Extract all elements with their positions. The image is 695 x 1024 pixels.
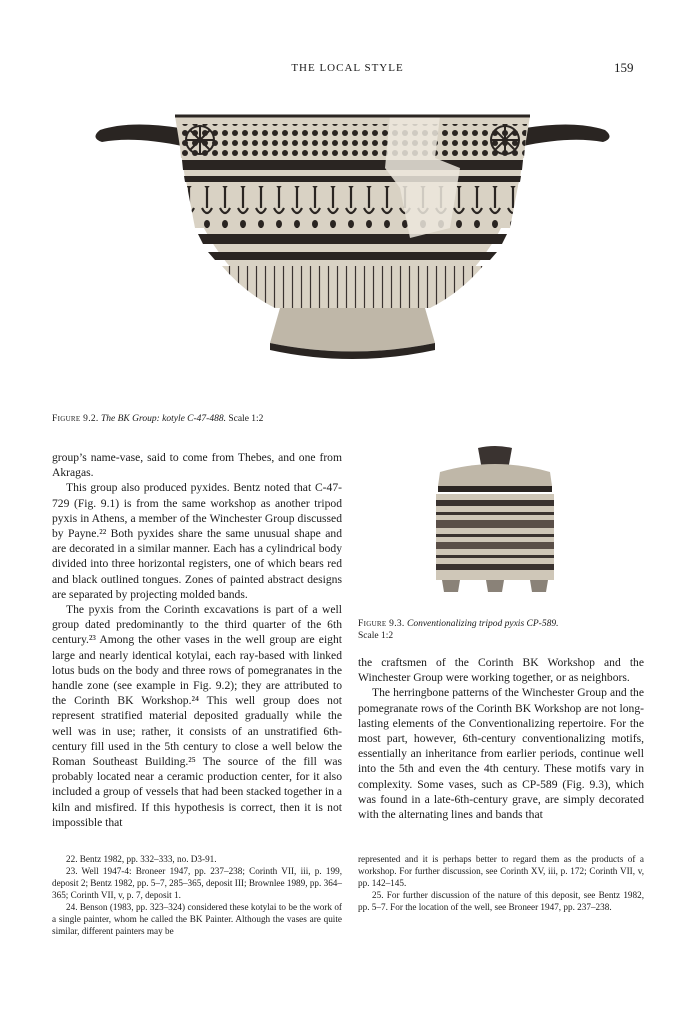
footnote-23: 23. Well 1947-4: Broneer 1947, pp. 237–238; Corinth VII, iii, p. 199, deposit 2; Bentz 1982, pp. 5–7, 285–365, deposit III; Brownlee 1989, pp. 364–365; Corinth VII, v, p. 7, deposit 1. bbox=[52, 866, 342, 900]
footnotes-right bbox=[358, 853, 644, 913]
footnote-25: 25. For further discussion of the nature of this deposit, see Bentz 1982, pp. 5–7. For the location of the well, see Broneer 1947, pp. 237–238. bbox=[358, 890, 644, 912]
body-column-left bbox=[52, 450, 342, 830]
figure-scale: Scale 1:2 bbox=[358, 631, 394, 641]
figure-9-2-caption bbox=[52, 413, 263, 425]
pyxis-photograph bbox=[420, 446, 570, 596]
paragraph: The herringbone patterns of the Winchester Group and the pomegranate rows of the Corinth BK Workshop are not long-lasting elements of the Conventionalizing repertoire. For the most part, however, 6th-century conventionalizing motifs, essentially an inheritance from earlier periods, continue well into the 5th and even the 4th century. These motifs vary in complexity. Some vases, such as CP-589 (Fig. 9.3), which was found in a late-6th-century grave, are simply decorated with the alternating lines and bands that bbox=[358, 686, 644, 822]
footnote-24: 24. Benson (1983, pp. 323–324) considered these kotylai to be the work of a single painter, whom he called the BK Painter. Although the vases are quite similar, different painters may be bbox=[52, 902, 342, 936]
figure-scale: Scale 1:2 bbox=[228, 414, 264, 424]
footnote-24-continued: represented and it is perhaps better to regard them as the products of a workshop. For further discussion, see Corinth XV, iii, p. 172; Corinth VII, v, pp. 142–145. bbox=[358, 854, 644, 888]
paragraph: This group also produced pyxides. Bentz noted that C-47-729 (Fig. 9.1) is from the same workshop as another tripod pyxis in Athens, a member of the Winchester Group discussed by Payne.²² Both pyxides share the same unusual shape and are decorated in a similar manner. Each has a cylindrical body divided into three horizontal registers, one of which bears red and black outlined tongues. Zones of painted abstract designs are separated by projecting molded bands. bbox=[52, 481, 342, 601]
running-head: THE LOCAL STYLE bbox=[291, 62, 404, 74]
footnote-22: 22. Bentz 1982, pp. 332–333, no. D3-91. bbox=[66, 854, 217, 864]
paragraph: group’s name-vase, said to come from Thebes, and one from Akragas. bbox=[52, 451, 342, 480]
footnotes-left bbox=[52, 853, 342, 937]
paragraph: the craftsmen of the Corinth BK Workshop and the Winchester Group were working together, or as neighbors. bbox=[358, 656, 644, 685]
paragraph: The pyxis from the Corinth excavations is part of a well group dated predominantly to the third quarter of the 6th century.²³ Among the other vases in the well group are eight large and nearly identical kotylai, each ray-based with linked lotus buds on the body and three rows of pomegranates in the handle zone (see example in Fig. 9.2); they are attributed to the Corinth BK Workshop.²⁴ This well group does not represent stratified material deposited gradually while the well was in use; rather, it consists of an unstratified 6th-century fill used in the 5th century to close a well below the Roman Southeast Building.²⁵ The source of the fill was probably located near a ceramic production center, for it also included a group of vessels that had been stacked together in a kiln and misfired. If this hypothesis is correct, then it is not impossible that bbox=[52, 603, 342, 829]
page-number: 159 bbox=[614, 60, 634, 75]
kotyle-photograph bbox=[90, 98, 615, 398]
figure-title: Conventionalizing tripod pyxis CP-589. bbox=[406, 619, 559, 629]
figure-label: Figure 9.3. bbox=[358, 619, 405, 629]
figure-title: The BK Group: kotyle C-47-488. bbox=[100, 414, 226, 424]
figure-label: Figure 9.2. bbox=[52, 414, 99, 424]
figure-9-3-caption bbox=[358, 618, 648, 642]
body-column-right bbox=[358, 655, 644, 822]
